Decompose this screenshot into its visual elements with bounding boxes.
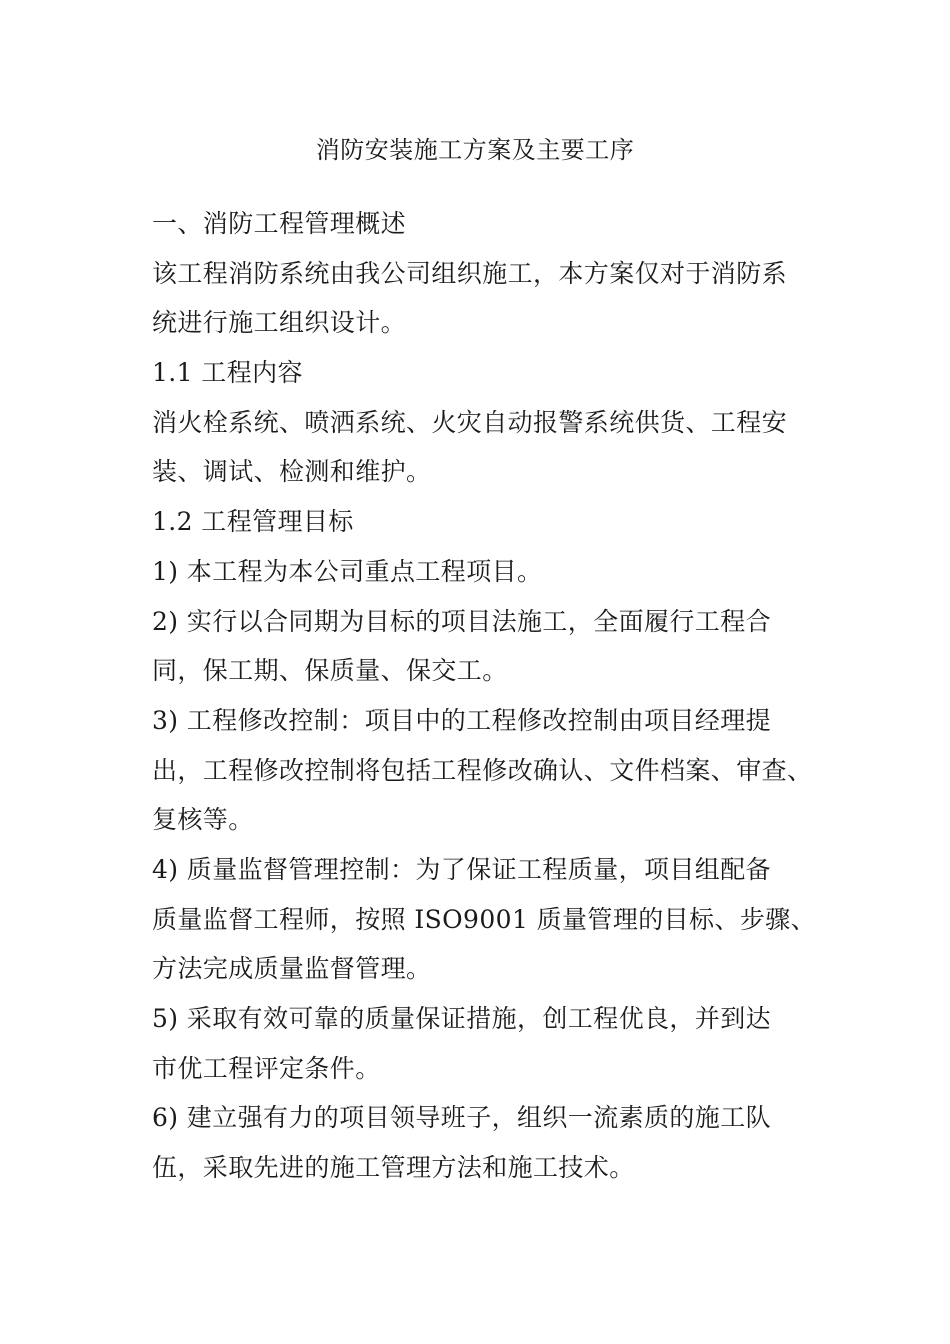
list-item-line: 复核等。 — [152, 805, 254, 835]
document-title: 消防安装施工方案及主要工序 — [315, 136, 635, 164]
list-item-line: 3) 工程修改控制：项目中的工程修改控制由项目经理提 — [152, 705, 772, 735]
list-item-line: 5) 采取有效可靠的质量保证措施，创工程优良，并到达 — [152, 1004, 772, 1033]
list-item-line: 2) 实行以合同期为目标的项目法施工，全面履行工程合 — [152, 606, 772, 636]
subsection-heading: 1.1 工程内容 — [152, 358, 303, 388]
list-item-line: 出，工程修改控制将包括工程修改确认、文件档案、审查、 — [152, 755, 813, 785]
subsection-heading: 1.2 工程管理目标 — [152, 507, 354, 537]
list-item-line: 同，保工期、保质量、保交工。 — [152, 656, 508, 686]
list-item-line: 伍，采取先进的施工管理方法和施工技术。 — [152, 1153, 635, 1183]
list-item-line: 方法完成质量监督管理。 — [152, 954, 432, 984]
paragraph-line: 该工程消防系统由我公司组织施工，本方案仅对于消防系 — [152, 258, 788, 288]
paragraph-line: 统进行施工组织设计。 — [152, 308, 407, 338]
list-item-line: 市优工程评定条件。 — [152, 1053, 381, 1083]
paragraph-line: 消火栓系统、喷洒系统、火灾自动报警系统供货、工程安 — [152, 407, 788, 437]
list-item-line: 质量监督工程师，按照 ISO9001 质量管理的目标、步骤、 — [152, 904, 817, 934]
section-heading: 一、消防工程管理概述 — [152, 209, 407, 238]
list-item-line: 4) 质量监督管理控制：为了保证工程质量，项目组配备 — [152, 854, 772, 884]
document-body — [152, 206, 817, 1200]
paragraph-line: 装、调试、检测和维护。 — [152, 457, 432, 487]
list-item-line: 6) 建立强有力的项目领导班子，组织一流素质的施工队 — [152, 1103, 772, 1133]
list-item-line: 1) 本工程为本公司重点工程项目。 — [152, 556, 543, 586]
